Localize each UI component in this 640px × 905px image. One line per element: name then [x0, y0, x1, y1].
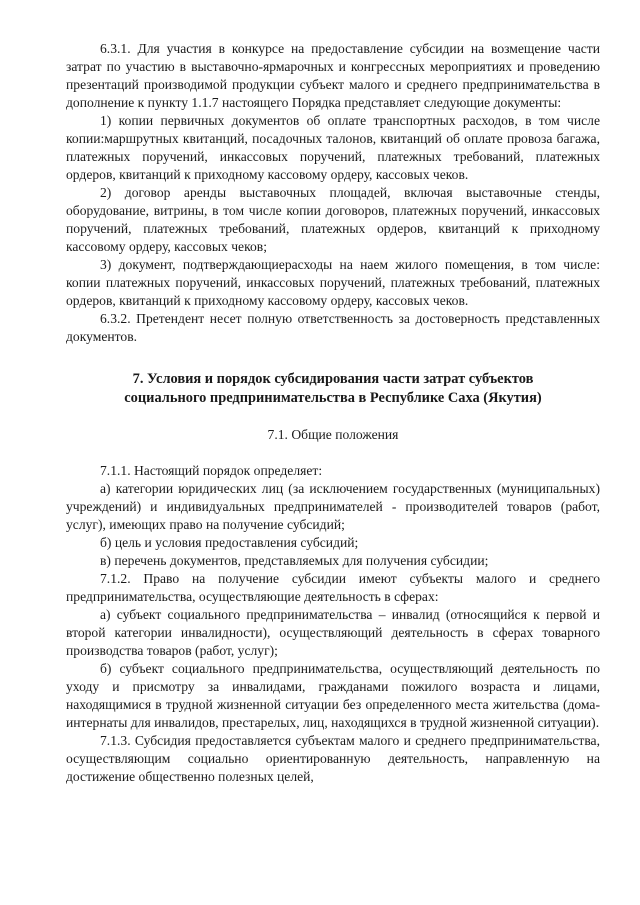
list-item-2a: а) субъект социального предпринимательства – инвалид (относящийся к первой и второй категории инвалидности), осуществляющий деятельность в сферах товарного производства товаров (работ, услуг); — [66, 607, 600, 658]
list-item-b: б) цель и условия предоставления субсидий; — [100, 535, 359, 550]
list-item-a: а) категории юридических лиц (за исключением государственных (муниципальных) учреждений) и индивидуальных предпринимателей - производителей товаров (работ, услуг), имеющих право на получение субсидий; — [66, 481, 600, 532]
list-item-3: 3) документ, подтверждающиерасходы на наем жилого помещения, в том числе: копии платежных поручений, инкассовых поручений, платежных требований, платежных ордеров, квитанций к приходному кассовому ордеру, кассовых чеков. — [66, 257, 600, 308]
paragraph-7-1-1: 7.1.1. Настоящий порядок определяет: — [100, 463, 323, 478]
subsection-7-1-title: 7.1. Общие положения — [267, 427, 399, 442]
list-item-1: 1) копии первичных документов об оплате транспортных расходов, в том числе копии:маршрутных квитанций, посадочных талонов, квитанций об оплате провоза багажа, платежных поручений, инкассовых поручений, платежных требований, платежных ордеров, квитанций к приходному кассовому ордеру, кассовых чеков. — [66, 113, 600, 182]
section-7-title — [66, 370, 600, 408]
paragraph-7-1-3: 7.1.3. Субсидия предоставляется субъектам малого и среднего предпринимательства, осуществляющим социально ориентированную деятельность, направленную на достижение общественно полезных целей, — [66, 733, 600, 784]
list-item-2: 2) договор аренды выставочных площадей, включая выставочные стенды, оборудование, витрины, в том числе копии договоров, платежных поручений, инкассовых поручений, платежных требований, платежных ордеров, квитанций к приходному кассовому ордеру, кассовых чеков; — [66, 185, 600, 254]
paragraph-6-3-1: 6.3.1. Для участия в конкурсе на предоставление субсидии на возмещение части затрат по участию в выставочно-ярмарочных и конгрессных мероприятиях и проведению презентаций производимой продукции субъект малого и среднего предпринимательства в дополнение к пункту 1.1.7 настоящего Порядка представляет следующие документы: — [66, 41, 600, 110]
list-item-v: в) перечень документов, представляемых для получения субсидии; — [100, 553, 489, 568]
section-7-title-line-1: 7. Условия и порядок субсидирования части затрат субъектов — [132, 371, 534, 387]
list-item-2b: б) субъект социального предпринимательства, осуществляющий деятельность по уходу и присмотру за инвалидами, гражданами пожилого возраста и лицами, находящимися в трудной жизненной ситуации без определенного места жительства (дома-интернаты для инвалидов, престарелых, лиц, находящихся в трудной жизненной ситуации). — [66, 661, 600, 730]
paragraph-7-1-2: 7.1.2. Право на получение субсидии имеют субъекты малого и среднего предпринимательства, осуществляющие деятельность в сферах: — [66, 571, 600, 604]
paragraph-6-3-2: 6.3.2. Претендент несет полную ответственность за достоверность представленных документов. — [66, 311, 600, 344]
section-7-title-line-2: социального предпринимательства в Республике Саха (Якутия) — [124, 390, 542, 406]
